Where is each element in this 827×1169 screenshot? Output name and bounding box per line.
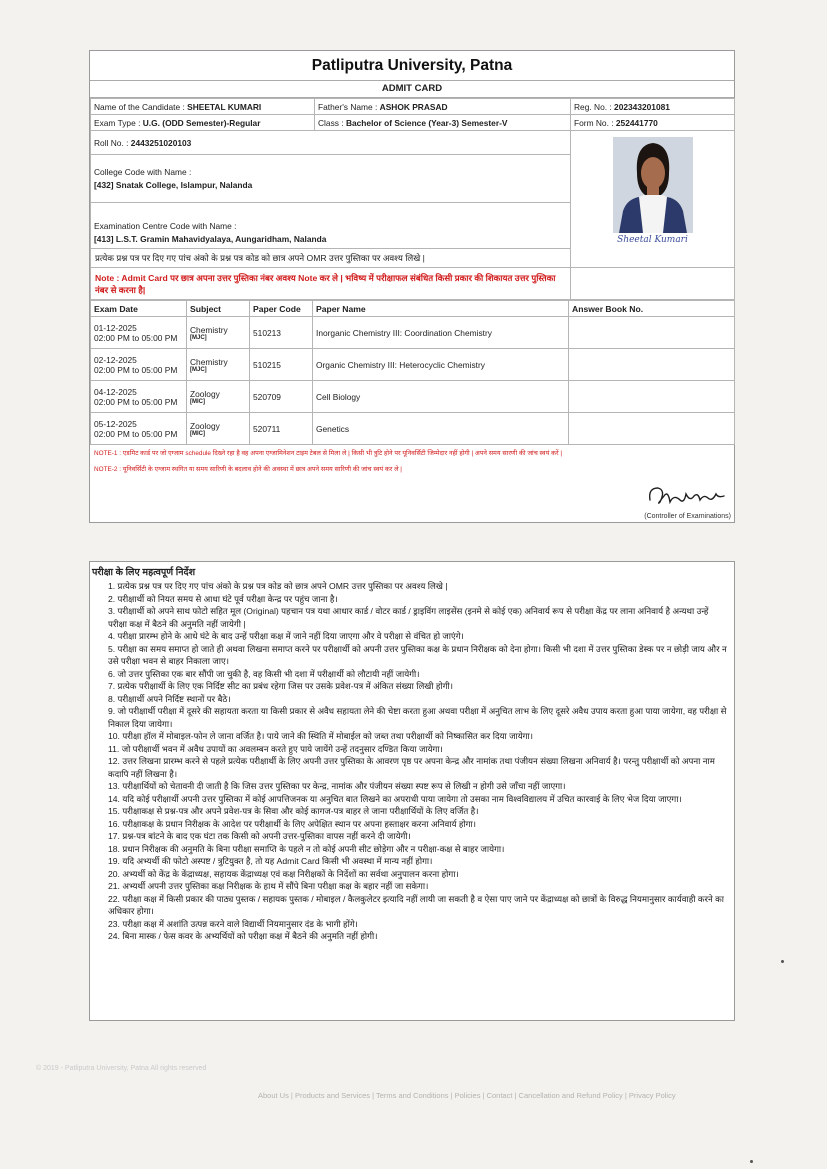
exam-type-cell: Exam Type : U.G. (ODD Semester)-Regular	[91, 115, 315, 131]
list-item: 8. परीक्षार्थी अपने निर्दिष्ट स्थानों पर बैठे।	[108, 693, 231, 704]
list-item: 6. जो उत्तर पुस्तिका एक बार सौंपी जा चुकी है, वह किसी भी दशा में परीक्षार्थी को लौटायी नहीं जायेगी।	[108, 668, 420, 679]
instructions-title: परीक्षा के लिए महत्वपूर्ण निर्देश	[92, 567, 196, 578]
table-row	[91, 349, 735, 381]
class-cell: Class : Bachelor of Science (Year-3) Semester-V	[315, 115, 571, 131]
exam-date: 01-12-2025	[94, 322, 137, 333]
answer-book-no	[569, 381, 735, 413]
subject-type: [MIC]	[190, 430, 205, 437]
father-name-cell: Father's Name : ASHOK PRASAD	[315, 99, 571, 115]
subject-type: [MIC]	[190, 398, 205, 405]
exam-schedule-table	[90, 300, 735, 445]
paper-name: Organic Chemistry III: Heterocyclic Chemistry	[313, 349, 569, 381]
col-subject: Subject	[187, 301, 250, 317]
roll-no-cell: Roll No. : 2443251020103	[91, 131, 571, 155]
exam-time: 02:00 PM to 05:00 PM	[94, 364, 178, 375]
paper-code: 510215	[250, 349, 313, 381]
admit-card-heading: ADMIT CARD	[90, 81, 734, 98]
candidate-name-cell: Name of the Candidate : SHEETAL KUMARI	[91, 99, 315, 115]
list-item: 19. यदि अभ्यर्थी की फोटो अस्पष्ट / त्रुटियुक्त है, तो यह Admit Card किसी भी अवस्था में मान्य नहीं होगा।	[108, 856, 433, 866]
list-item: 24. बिना मास्क / फेस कवर के अभ्यर्थियों को परीक्षा कक्ष में बैठने की अनुमति नहीं होगी।	[108, 931, 378, 941]
note-2: NOTE-2 : यूनिवर्सिटी के एग्जाम स्थगित या समय सारिणी के बदलाव होने की अवस्था में छात्र अपने समय सारिणी की जांच स्वयं कर ले |	[94, 466, 402, 473]
exam-date: 02-12-2025	[94, 354, 137, 365]
col-paper-code: Paper Code	[250, 301, 313, 317]
exam-type: U.G. (ODD Semester)-Regular	[142, 117, 261, 128]
list-item: 15. परीक्षाकक्ष से प्रश्न-पत्र और अपने प्रवेश-पत्र के सिवा और कोई कागज-पत्र बाहर ले जाना परीक्षार्थियों के लिए वर्जित है।	[108, 806, 479, 816]
paper-name: Cell Biology	[313, 381, 569, 413]
empty-cell	[571, 268, 735, 300]
form-no: 252441770	[615, 117, 658, 128]
paper-code: 520711	[250, 413, 313, 445]
paper-code: 520709	[250, 381, 313, 413]
subject-type: [MJC]	[190, 366, 207, 373]
class-name: Bachelor of Science (Year-3) Semester-V	[345, 117, 508, 128]
photo-cell	[571, 131, 735, 268]
instructions-box	[89, 561, 735, 1021]
father-name: ASHOK PRASAD	[379, 101, 448, 112]
list-item: 22. परीक्षा कक्ष में किसी प्रकार की पाठ्य पुस्तक / सहायक पुस्तक / मोबाइल / कैलकुलेटर इत्यादि नहीं लायी जा सकती है व ऐसा पाए जाने पर केंद्राध्यक्ष को छात्रों के विरुद्ध नियमानुसार कार्यवाही करने का अधिकार होगा।	[108, 893, 725, 916]
centre-cell	[91, 203, 571, 249]
list-item: 9. जो परीक्षार्थी परीक्षा में दूसरे की सहायता करता या किसी प्रकार से अवैध सहायता लेने की चेष्टा करता हुआ अथवा परीक्षा में अनुचित लाभ के लिए दूसरे अवैध उपाय करता हुआ पाया जायेगा, वह परीक्षा से निकाल दिया जायेगा।	[108, 706, 727, 729]
list-item: 10. परीक्षा हॉल में मोबाइल-फोन ले जाना वर्जित है। पाये जाने की स्थिति में मोबाईल को जब्त तथा परीक्षार्थी को निष्कासित कर दिया जायेगा।	[108, 731, 534, 741]
candidate-signature: Sheetal Kumari	[617, 235, 688, 245]
list-item: 5. परीक्षा का समय समाप्त हो जाते ही अथवा लिखना समाप्त करने पर परीक्षार्थी को अपनी उत्तर पुस्तिका कक्ष के प्रधान निरीक्षक को देना होगा। किसी भी दशा में उत्तर पुस्तिका डेस्क पर न छोड़ी जाय और न उसे परीक्षा भवन से बाहर निकाला जाए।	[108, 643, 727, 666]
college-cell	[91, 155, 571, 203]
list-item: 23. परीक्षा कक्ष में अशांति उत्पन्न करने वाले विद्यार्थी नियमानुसार दंड के भागी होंगे।	[108, 918, 358, 929]
roll-no: 2443251020103	[130, 137, 192, 148]
list-item: 4. परीक्षा प्रारम्भ होने के आधे घंटे के बाद उन्हें परीक्षा कक्ष में जाने नहीं दिया जाएगा और वे परीक्षा से वंचित हो जाएंगे।	[108, 631, 464, 641]
subject-type: [MJC]	[190, 334, 207, 341]
paper-code: 510213	[250, 317, 313, 349]
list-item: 3. परीक्षार्थी को अपने साथ फोटो सहित मूल (Original) पहचान पत्र यथा आधार कार्ड / वोटर कार्ड / ड्राइविंग लाइसेंस (इनमे से कोई एक) अनिवार्य रूप से परीक्षा केंद्र पर लाना अनिवार्य है अन्यथा उन्हें परीक्षा कक्ष में बैठने की अनुमति नहीं जायेगी |	[108, 606, 709, 629]
omr-instruction: प्रत्येक प्रश्न पत्र पर दिए गए पांच अंको के प्रश्न पत्र कोड को छात्र अपने OMR उत्तर पुस्तिका पर अवश्य लिखे |	[91, 249, 571, 268]
exam-time: 02:00 PM to 05:00 PM	[94, 396, 178, 407]
candidate-photo	[613, 137, 693, 233]
answer-book-no	[569, 413, 735, 445]
form-no-cell: Form No. : 252441770	[571, 115, 735, 131]
table-row	[91, 413, 735, 445]
controller-label: (Controller of Examinations)	[644, 513, 731, 520]
list-item: 20. अभ्यर्थी को केंद्र के केंद्राध्यक्ष, सहायक केंद्राध्यक्ष एवं कक्ष निरीक्षकों के निर्देशों का सर्वथा अनुपालन करना होगा।	[108, 868, 459, 879]
scan-speck	[750, 1160, 753, 1163]
list-item: 1. प्रत्येक प्रश्न पत्र पर दिए गए पांच अंको के प्रश्न पत्र कोड को छात्र अपने OMR उत्तर पुस्तिका पर अवश्य लिखे |	[108, 581, 448, 591]
candidate-name: SHEETAL KUMARI	[187, 101, 262, 112]
exam-time: 02:00 PM to 05:00 PM	[94, 428, 178, 439]
list-item: 14. यदि कोई परीक्षार्थी अपनी उत्तर पुस्तिका में कोई आपत्तिजनक या अनुचित बात लिखने का अपराधी पाया जायेगा तो उसका नाम विश्वविद्यालय में उचित कारवाई के लिए भेज दिया जाएगा।	[108, 793, 682, 804]
instructions-list	[90, 580, 734, 943]
list-item: 16. परीक्षाकक्ष के प्रधान निरीक्षक के आदेश पर परीक्षार्थी के लिए अपेक्षित स्थान पर अपना हस्ताक्षर करना अनिवार्य होगा।	[108, 818, 476, 829]
candidate-details-table	[90, 98, 735, 300]
college-name: [432] Snatak College, Islampur, Nalanda	[94, 180, 253, 190]
footer-copyright: © 2019 - Patliputra University, Patna All rights reserved	[36, 1065, 207, 1072]
list-item: 13. परीक्षार्थियों को चेतावनी दी जाती है कि जिस उत्तर पुस्तिका पर केन्द्र, नामांक और पंजीयन संख्या स्पष्ट रूप से लिखी न होगी उसे जाँचा नहीं जाएगा।	[108, 781, 566, 791]
list-item: 21. अभ्यर्थी अपनी उत्तर पुस्तिका कक्ष निरीक्षक के हाथ में सौंपे बिना परीक्षा कक्ष के बहार नहीं जा सकेगा।	[108, 881, 429, 891]
admit-card	[89, 50, 735, 523]
list-item: 12. उत्तर लिखना प्रारम्भ करने से पहले प्रत्येक परीक्षार्थी के लिए अपनी उत्तर पुस्तिका के आवरण पृष्ठ पर अपना केन्द्र और नामांक तथा पंजीयन संख्या लिखना अनिवार्य है। परन्तु परीक्षार्थी को अपना नाम कदापि नहीं लिखना है।	[108, 756, 715, 779]
col-paper-name: Paper Name	[313, 301, 569, 317]
exam-time: 02:00 PM to 05:00 PM	[94, 332, 178, 343]
footer-links[interactable]: About Us | Products and Services | Terms and Conditions | Policies | Contact | Cancellation and Refund Policy | Privacy Policy	[258, 1091, 676, 1100]
list-item: 7. प्रत्येक परीक्षार्थी के लिए एक निर्दिष्ट सीट का प्रबंध रहेगा जिस पर उसके प्रवेश-पत्र में अंकित संख्या लिखी होगी।	[108, 681, 454, 691]
centre-name: [413] L.S.T. Gramin Mahavidyalaya, Aungaridham, Nalanda	[94, 234, 327, 244]
exam-notes	[90, 445, 734, 478]
subject: Chemistry	[190, 324, 228, 335]
subject: Zoology	[190, 420, 220, 431]
list-item: 18. प्रधान निरीक्षक की अनुमति के बिना परीक्षा समाप्ति के पहले न तो कोई अपनी सीट छोड़ेगा और न परीक्षा-कक्ष से बाहर जायेगा।	[108, 843, 505, 854]
table-row	[91, 381, 735, 413]
note-1: NOTE-1 : एडमिट कार्ड पर जो एग्जाम schedule दिख्ने रहा है वह अपना एग्जामिनेशन टाइम टेबल से मिला ले | किसी भी त्रुटि होने पर यूनिवर्सिटी जिम्मेदार नहीं होगी | अपने समय सारणी की जांच स्वयं करें |	[94, 450, 563, 457]
exam-date: 05-12-2025	[94, 418, 137, 429]
subject: Zoology	[190, 388, 220, 399]
controller-block	[90, 478, 734, 522]
answer-book-note: Note : Admit Card पर छात्र अपना उत्तर पुस्तिका नंबर अवश्य Note कर ले | भविष्य में परीक्षाफल संबंधित किसी प्रकार की शिकायत उत्तर पुस्तिका नंबर से करना है|	[91, 268, 571, 300]
centre-label: Examination Centre Code with Name :	[94, 221, 237, 231]
col-answer-book: Answer Book No.	[569, 301, 735, 317]
list-item: 2. परीक्षार्थी को नियत समय से आधा घंटे पूर्व परीक्षा केन्द्र पर पहुंच जाना है।	[108, 593, 338, 604]
table-row	[91, 317, 735, 349]
answer-book-no	[569, 317, 735, 349]
answer-book-no	[569, 349, 735, 381]
paper-name: Inorganic Chemistry III: Coordination Chemistry	[313, 317, 569, 349]
university-title: Patliputra University, Patna	[90, 51, 734, 81]
reg-no-cell: Reg. No. : 202343201081	[571, 99, 735, 115]
scan-speck	[781, 960, 784, 963]
exam-date: 04-12-2025	[94, 386, 137, 397]
college-label: College Code with Name :	[94, 167, 192, 177]
controller-signature	[640, 480, 730, 510]
paper-name: Genetics	[313, 413, 569, 445]
list-item: 17. प्रश्न-पत्र बांटने के बाद एक घंटा तक किसी को अपनी उत्तर-पुस्तिका वापस नहीं करने दी जायेगी।	[108, 831, 411, 841]
list-item: 11. जो परीक्षार्थी भवन में अवैध उपायों का अवलम्बन करते हुए पाये जायेंगे उन्हें तदनुसार दण्डित किया जायेगा।	[108, 743, 443, 754]
reg-no: 202343201081	[614, 101, 670, 112]
subject: Chemistry	[190, 356, 228, 367]
col-exam-date: Exam Date	[91, 301, 187, 317]
